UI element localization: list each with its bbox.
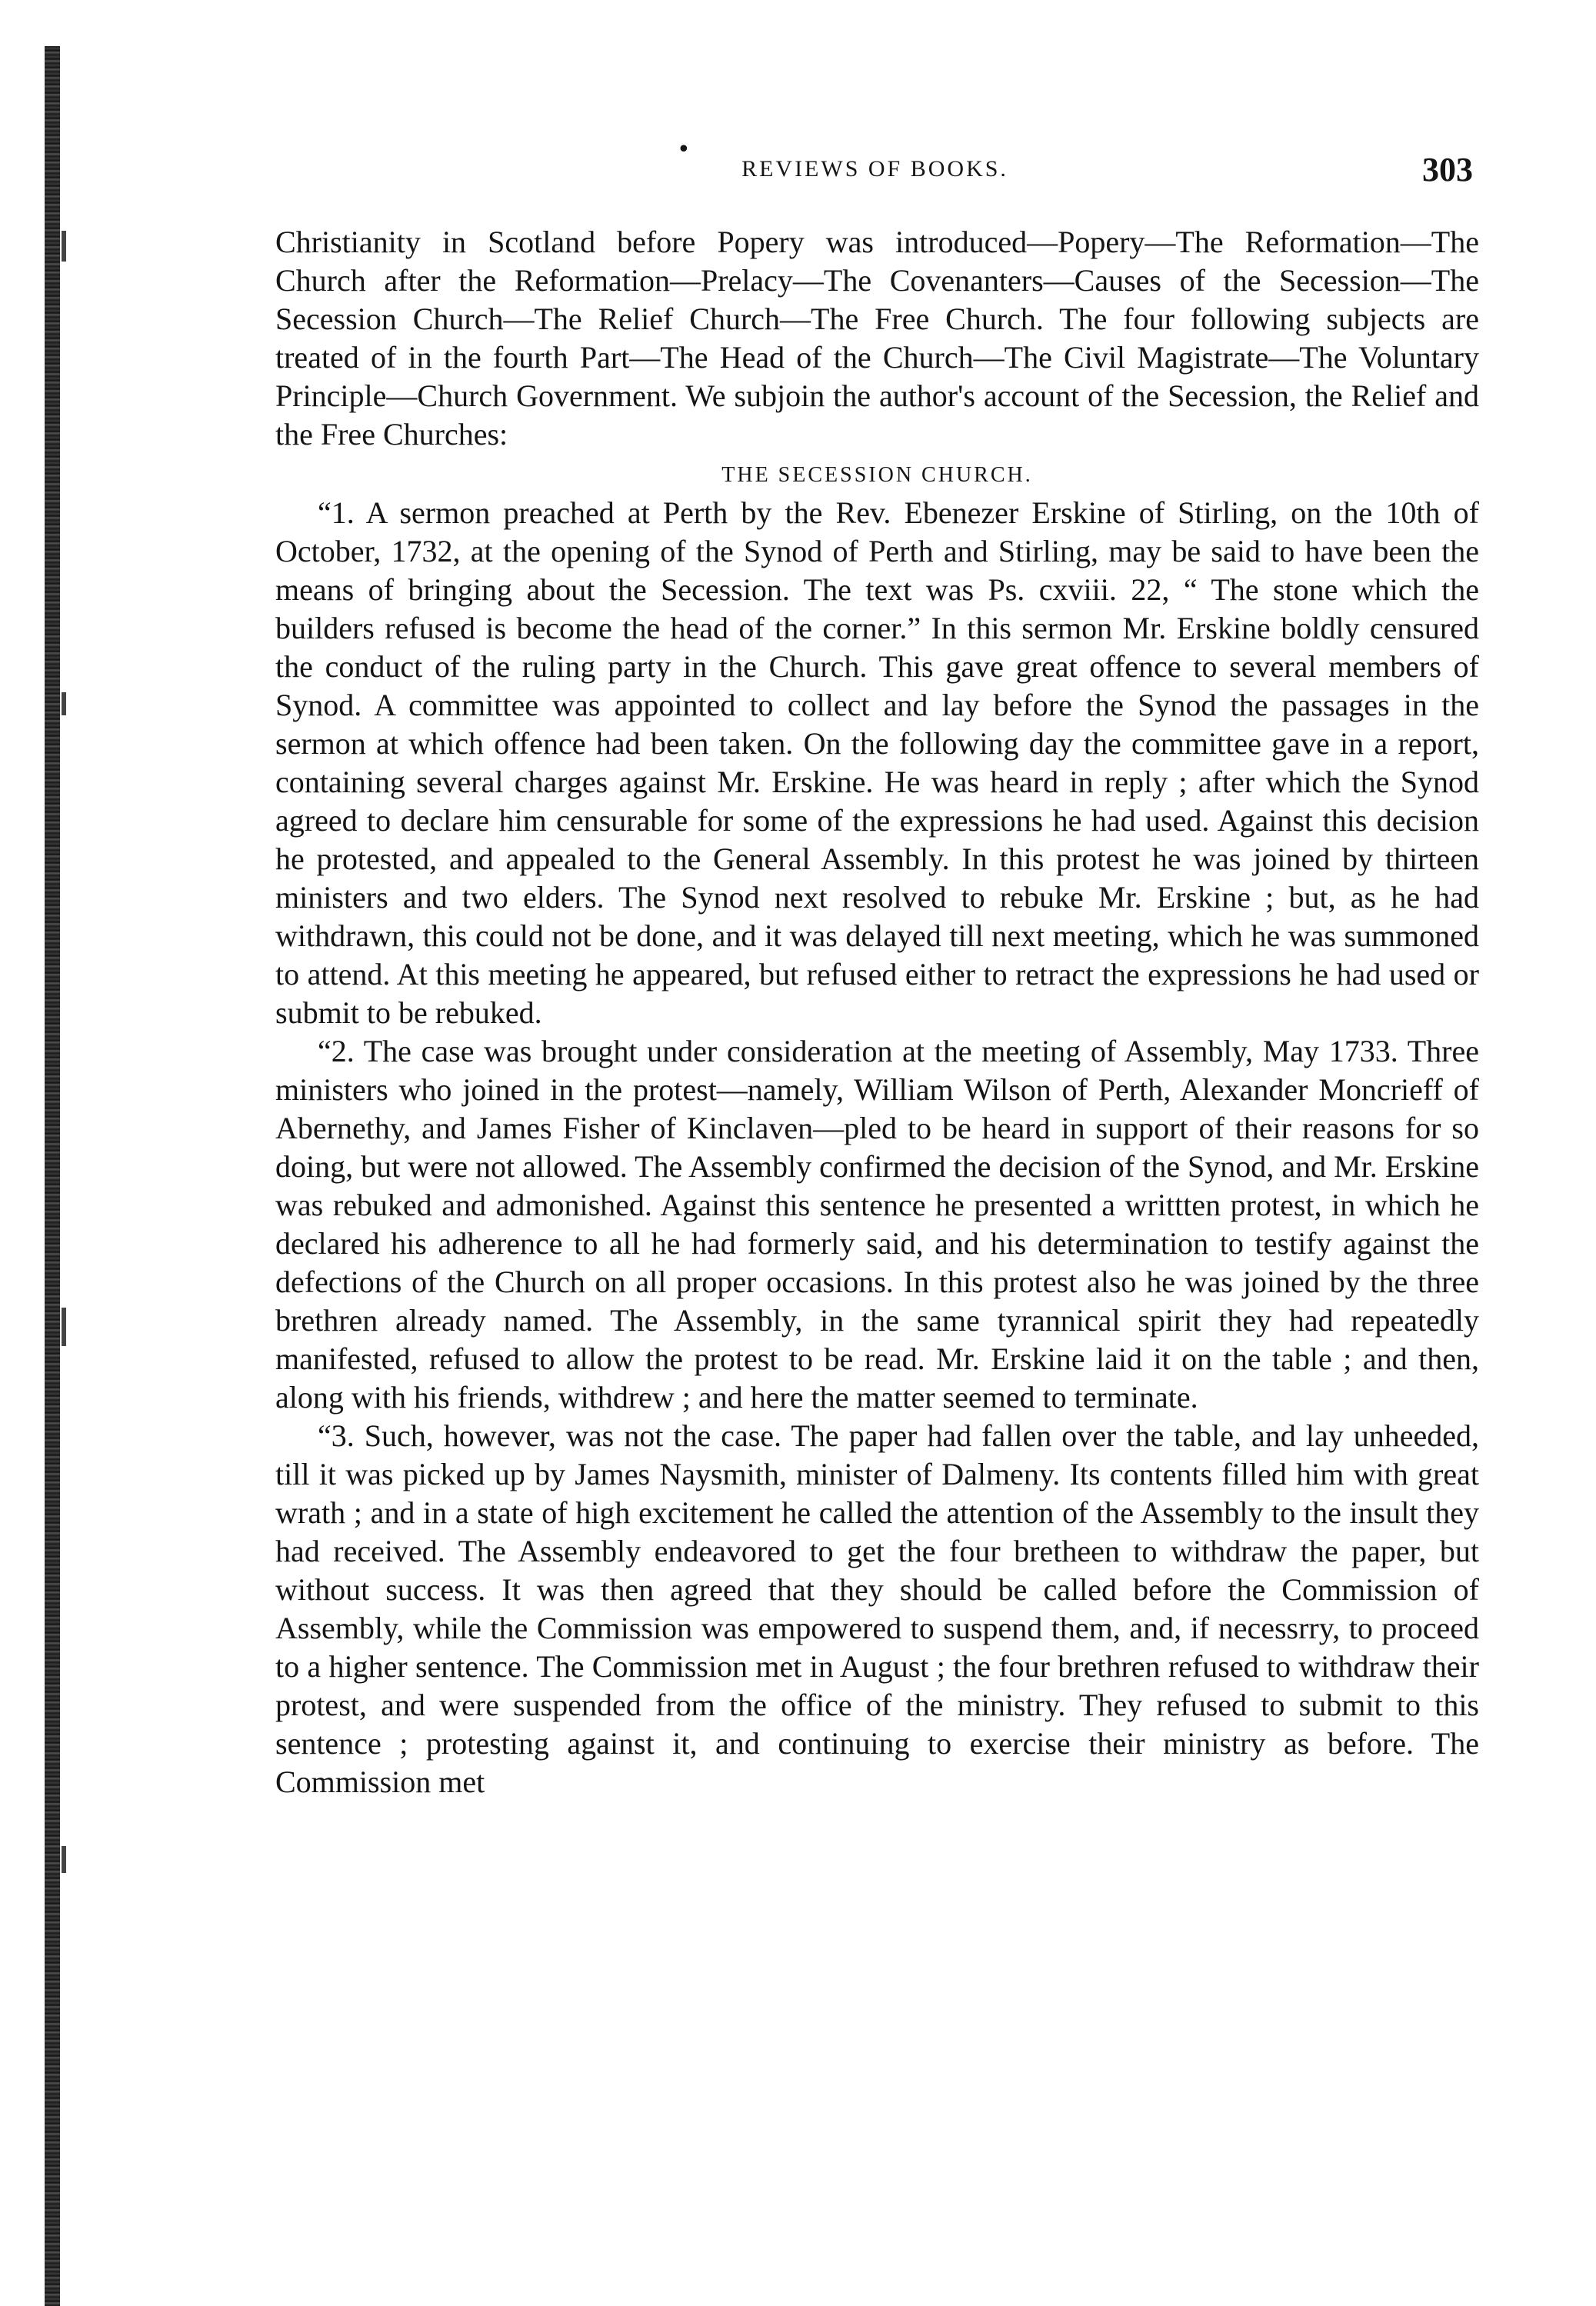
binding-speck	[62, 1308, 66, 1346]
page-number: 303	[1422, 151, 1473, 188]
body-text	[275, 223, 1479, 1801]
binding-speck	[62, 692, 66, 715]
section-heading: THE SECESSION CHURCH.	[721, 463, 1033, 487]
binding-speck	[62, 1846, 66, 1873]
running-header	[277, 136, 1473, 196]
running-title: REVIEWS OF BOOKS.	[741, 156, 1008, 182]
binding-speck	[62, 231, 66, 262]
header-dot: •	[677, 136, 691, 163]
intro-paragraph: Christianity in Scotland before Popery was introduced—Popery—The Reformation—The Church after the Reformation—Prelacy—The Covenanters—Causes of the Secession—The Secession Church—The Relief Church—The Free Church. The four following subjects are treated of in the fourth Part—The Head of the Church—The Civil Magistrate—The Voluntary Principle—Church Government. We subjoin the author's account of the Secession, the Relief and the Free Churches:	[275, 225, 1479, 452]
binding-edge	[45, 46, 60, 2306]
paragraph-1: “1. A sermon preached at Perth by the Rev. Ebenezer Erskine of Stirling, on the 10th of October, 1732, at the opening of the Synod of Perth and Stirling, may be said to have been the means of bringing about the Secession. The text was Ps. cxviii. 22, “ The stone which the builders refused is become the head of the corner.” In this sermon Mr. Erskine boldly censured the conduct of the ruling party in the Church. This gave great offence to several members of Synod. A committee was appointed to collect and lay before the Synod the passages in the sermon at which offence had been taken. On the following day the committee gave in a report, containing several charges against Mr. Erskine. He was heard in reply ; after which the Synod agreed to declare him censurable for some of the expressions he had used. Against this decision he protested, and appealed to the General Assembly. In this protest he was joined by thirteen ministers and two elders. The Synod next resolved to rebuke Mr. Erskine ; but, as he had withdrawn, this could not be done, and it was delayed till next meeting, which he was summoned to attend. At this meeting he appeared, but refused either to retract the expressions he had used or submit to be rebuked.	[275, 495, 1479, 1030]
paragraph-2: “2. The case was brought under consideration at the meeting of Assembly, May 1733. Three ministers who joined in the protest—namely, William Wilson of Perth, Alexander Moncrieff of Abernethy, and James Fisher of Kinclaven—pled to be heard in support of their reasons for so doing, but were not allowed. The Assembly confirmed the decision of the Synod, and Mr. Erskine was rebuked and admonished. Against this sentence he presented a writtten protest, in which he declared his adherence to all he had formerly said, and his determination to testify against the defections of the Church on all proper occasions. In this protest also he was joined by the three brethren already named. The Assembly, in the same tyrannical spirit they had repeatedly manifested, refused to allow the protest to be read. Mr. Erskine laid it on the table ; and then, along with his friends, withdrew ; and here the matter seemed to terminate.	[275, 1034, 1479, 1415]
paragraph-3: “3. Such, however, was not the case. The paper had fallen over the table, and lay unheeded, till it was picked up by James Naysmith, minister of Dalmeny. Its contents filled him with great wrath ; and in a state of high excitement he called the attention of the Assembly to the insult they had received. The Assembly endeavored to get the four bretheen to withdraw the paper, but without success. It was then agreed that they should be called before the Commission of Assembly, while the Commission was empowered to suspend them, and, if necessrry, to proceed to a higher sentence. The Commission met in August ; the four brethren refused to withdraw their protest, and were suspended from the office of the ministry. They refused to submit to this sentence ; protesting against it, and continuing to exercise their ministry as before. The Commission met	[275, 1418, 1479, 1799]
